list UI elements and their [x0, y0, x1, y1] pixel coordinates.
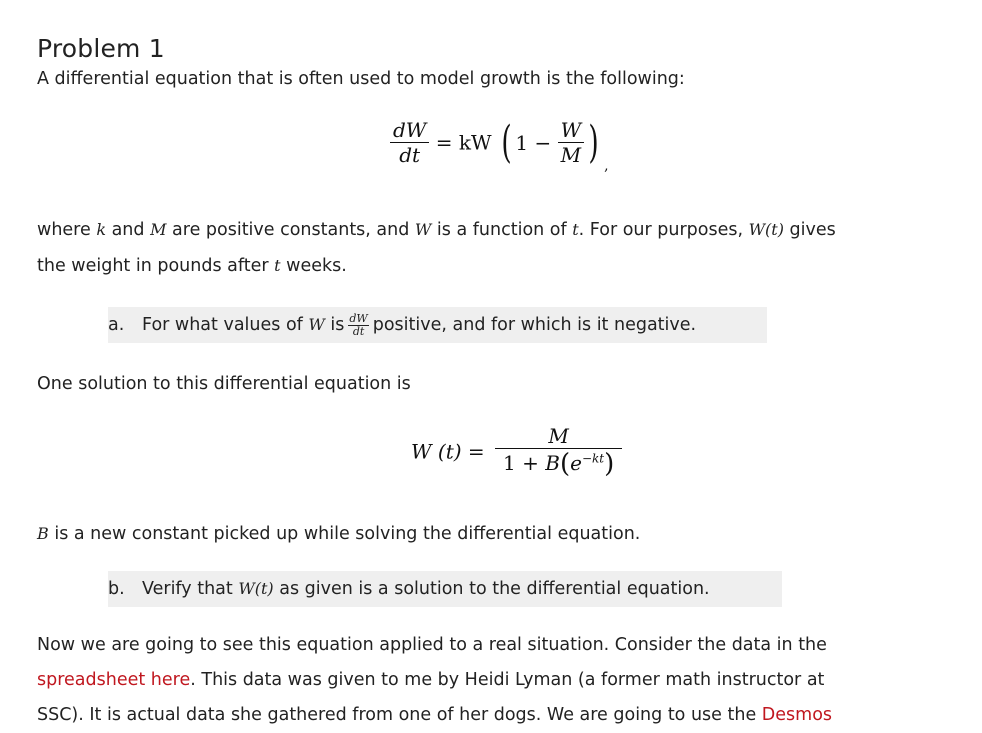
question-a: [108, 307, 767, 343]
var-B: B: [37, 524, 49, 543]
where-text-5: . For our purposes,: [578, 220, 749, 240]
var-k: k: [96, 220, 107, 239]
eq2-fraction: [495, 424, 622, 479]
question-a-label: a.: [108, 315, 125, 335]
question-b-var-Wt: W(t): [238, 579, 274, 598]
question-b: [108, 571, 782, 607]
eq2-den: $1 + B(e^{-kt})$: [503, 449, 615, 479]
eq1-one-minus: 1 −: [515, 130, 552, 155]
where-text-4: is a function of: [431, 220, 573, 240]
question-a-derivative: [348, 313, 368, 338]
variable-definitions: [37, 212, 972, 284]
eq1-left-paren: (: [501, 116, 512, 168]
where-line2-b: weeks.: [280, 256, 347, 276]
logistic-equation: [390, 118, 609, 174]
intro-text: A differential equation that is often used to model growth is the following:: [37, 69, 685, 89]
eq1-inner-den: M: [560, 143, 582, 167]
where-text-2: and: [106, 220, 151, 240]
solution-equation: [411, 424, 622, 479]
var-Wt: W(t): [748, 220, 784, 239]
question-a-frac-num: dW: [349, 311, 368, 325]
eq1-comma: ,: [604, 158, 609, 174]
where-text-3: are positive constants, and: [166, 220, 415, 240]
closing-line-3: SSC). It is actual data she gathered from one of her dogs. We are going to use the: [37, 705, 762, 725]
eq1-inner-fraction: [558, 118, 585, 167]
question-a-text-1: For what values of: [142, 315, 309, 335]
where-text-1: where: [37, 220, 97, 240]
question-a-frac-den: dt: [352, 324, 365, 338]
eq1-lhs-fraction: [390, 118, 429, 167]
eq2-lhs: W (t) =: [411, 439, 485, 464]
spreadsheet-link[interactable]: spreadsheet here: [37, 670, 191, 690]
question-a-text-3: positive, and for which is it negative.: [372, 315, 697, 335]
var-t: t: [572, 220, 579, 239]
constant-B-note: [37, 516, 972, 552]
eq2-den-B: B: [545, 451, 560, 475]
question-b-label: b.: [108, 579, 125, 599]
eq1-inner-num: W: [558, 118, 585, 143]
var-t-2: t: [274, 256, 281, 275]
problem-title: Problem 1: [37, 34, 165, 63]
eq2-num: M: [495, 424, 622, 449]
question-b-text-1: Verify that: [142, 579, 239, 599]
eq1-lhs-den: dt: [399, 143, 421, 167]
eq1-right-paren: ): [587, 116, 599, 168]
where-text-6: gives: [783, 220, 836, 240]
eq2-den-e: e: [570, 451, 582, 475]
closing-paragraph: [37, 628, 972, 733]
var-M: M: [150, 220, 167, 239]
desmos-link[interactable]: Desmos: [761, 705, 833, 725]
eq2-den-exponent: −kt: [581, 451, 605, 466]
eq1-equals: = kW: [435, 130, 492, 155]
closing-line-2: . This data was given to me by Heidi Lyman (a former math instructor at: [190, 670, 825, 690]
eq1-lhs-num: dW: [390, 118, 429, 143]
question-a-text-2: is: [324, 315, 345, 335]
where-line2-a: the weight in pounds after: [37, 256, 275, 276]
question-a-var-W: W: [308, 315, 325, 334]
constant-B-text: is a new constant picked up while solving the differential equation.: [48, 524, 641, 544]
var-W: W: [414, 220, 432, 239]
question-b-text-2: as given is a solution to the differential equation.: [273, 579, 710, 599]
solution-intro: One solution to this differential equation is: [37, 374, 411, 394]
closing-line-1: Now we are going to see this equation applied to a real situation. Consider the data in the: [37, 635, 827, 655]
eq2-den-one-plus: 1 +: [503, 451, 546, 475]
